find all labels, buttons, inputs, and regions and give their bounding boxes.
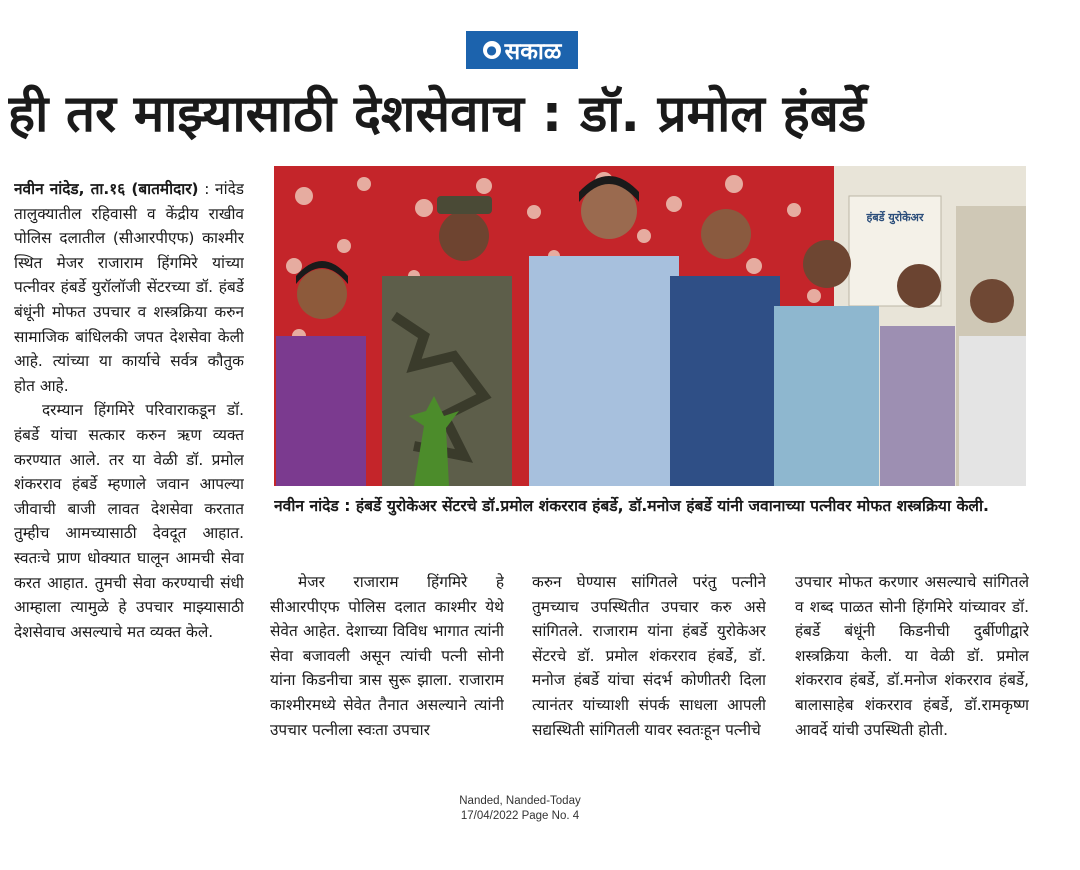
news-photo — [274, 166, 1026, 486]
article-column-1 — [14, 177, 244, 789]
article-paragraph: मेजर राजाराम हिंगमिरे हे सीआरपीएफ पोलिस दलात काश्मीर येथे सेवेत आहेत. देशाच्या विविध भागात त्यांनी सेवा बजावली असून त्यांची पत्नी सोनी यांना किडनीचा त्रास सुरू झाला. राजाराम काश्मीरमध्ये सेवेत तैनात असल्याने त्यांनी उपचार पत्नीला स्वःता उपचार — [270, 573, 504, 739]
article-column-4 — [795, 570, 1029, 790]
photo-caption: नवीन नांदेड : हंबर्डे युरोकेअर सेंटरचे डॉ.प्रमोल शंकरराव हंबर्डे, डॉ.मनोज हंबर्डे यांनी जवानाच्या पत्नीवर मोफत शस्त्रक्रिया केली. — [274, 497, 989, 515]
byline: नवीन नांदेड, ता.१६ (बातमीदार) — [14, 180, 199, 198]
article-paragraph: उपचार मोफत करणार असल्याचे सांगितले व शब्द पाळत सोनी हिंगमिरे यांच्यावर डॉ. हंबर्डे बंधूंनी किडनीची दुर्बीणीद्वारे शस्त्रक्रिया केली. या वेळी डॉ. प्रमोल शंकरराव हंबर्डे, डॉ.मनोज शंकरराव हंबर्डे, बालासाहेब शंकरराव हंबर्डे, डॉ.रामकृष्ण आवर्दे यांची उपस्थिती होती. — [795, 573, 1029, 739]
article-paragraph: करुन घेण्यास सांगितले परंतु पत्नीने तुमच्याच उपस्थितीत उपचार करु असे सांगितले. राजाराम यांना हंबर्डे युरोकेअर सेंटरचे डॉ. प्रमोल शंकरराव हंबर्डे, डॉ. मनोज हंबर्डे यांचा संदर्भ कोणीतरी दिला त्यानंतर यांच्याशी संपर्क साधला आपली सद्यस्थिती सांगितली यावर स्वतःहून पत्नीचे — [532, 573, 766, 739]
article-column-2 — [270, 570, 504, 790]
footer-edition: Nanded, Nanded-Today — [459, 795, 581, 807]
article-lead: : नांदेड तालुक्यातील रहिवासी व केंद्रीय राखीव पोलिस दलातील (सीआरपीएफ) काश्मीर स्थित मेजर राजाराम हिंगमिरे यांच्या पत्नीवर हंबर्डे युरॉलॉजी सेंटरच्या डॉ. हंबर्डे बंधूंनी मोफत उपचार व शस्त्रक्रिया करुन सामाजिक बांधिलकी जपत देशसेवा केली आहे. त्यांच्या या कार्याचे सर्वत्र कौतुक होत आहे. — [14, 180, 244, 395]
group-photo-illustration — [274, 166, 1026, 486]
footer-date-page: 17/04/2022 Page No. 4 — [460, 810, 580, 822]
article-column-3 — [532, 570, 766, 790]
page-footer — [400, 794, 640, 830]
banner-text: हंबर्डे युरोकेअर — [866, 211, 924, 224]
sakal-emblem-icon: ● — [483, 41, 501, 59]
masthead-name: सकाळ — [504, 39, 562, 65]
article-paragraph: दरम्यान हिंगमिरे परिवाराकडून डॉ. हंबर्डे यांचा सत्कार करुन ऋण व्यक्त करण्यात आले. तर या वेळी डॉ. प्रमोल शंकरराव हंबर्डे म्हणाले जवान आपल्या जीवाची बाजी लावत देशसेवा करतात तुम्हीच आमच्यासाठी देवदूत आहात. स्वतःचे प्राण धोक्यात घालून आमची सेवा करत आहात. तुमची सेवा करण्याची संधी आम्हाला त्यामुळे हे उपचार माझ्यासाठी देशसेवाच असल्याचे मत व्यक्त केले. — [14, 401, 244, 641]
headline: ही तर माझ्यासाठी देशसेवाच : डॉ. प्रमोल हंबर्डे — [8, 85, 867, 144]
masthead-logo — [466, 31, 578, 69]
